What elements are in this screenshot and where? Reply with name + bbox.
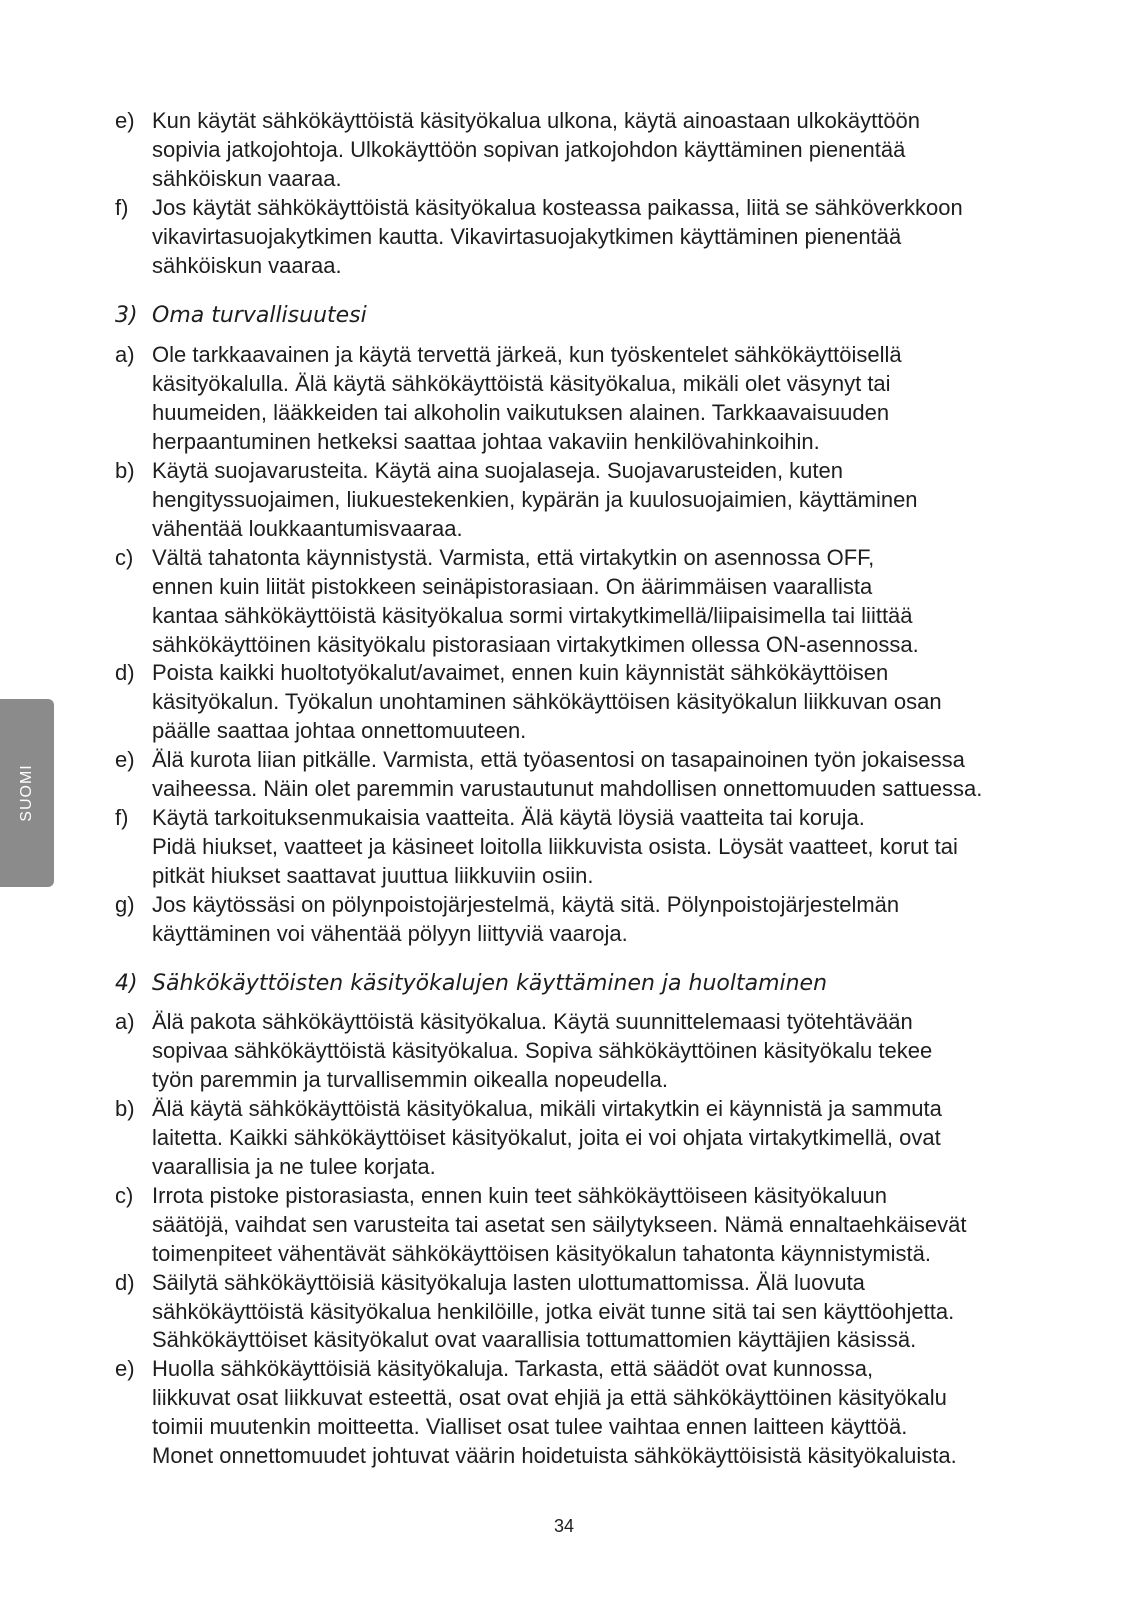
list-item-text <box>152 107 1030 194</box>
list-item-line: kantaa sähkökäyttöistä käsityökalua sormi virtakytkimellä/liipaisimella tai liittää <box>152 602 913 628</box>
list-item-text <box>152 341 1030 457</box>
list-item-line: päälle saattaa johtaa onnettomuuteen. <box>152 718 527 744</box>
section-3-heading <box>115 301 1030 331</box>
list-item-line: sopivaa sähkökäyttöistä käsityökalua. Sopiva sähkökäyttöinen käsityökalu tekee <box>152 1038 933 1064</box>
list-item-text <box>152 746 1030 804</box>
list-item-text <box>152 457 1030 544</box>
list-item-letter: c) <box>115 544 134 570</box>
list-item <box>115 804 1030 891</box>
list-item <box>115 1095 1030 1182</box>
list-item-line: huumeiden, lääkkeiden tai alkoholin vaikutuksen alainen. Tarkkaavaisuuden <box>152 400 890 426</box>
list-item-line: sähköiskun vaaraa. <box>152 252 342 278</box>
list-item-letter: f) <box>115 804 129 830</box>
list-item-letter: c) <box>115 1182 134 1208</box>
page-content <box>115 107 1030 1471</box>
list-item-letter: d) <box>115 660 135 686</box>
list-item-letter: a) <box>115 1009 135 1035</box>
list-item-text <box>152 1095 1030 1182</box>
list-item-line: laitetta. Kaikki sähkökäyttöiset käsityökalut, joita ei voi ohjata virtakytkimellä, ovat <box>152 1125 941 1151</box>
list-item-text <box>152 1269 1030 1356</box>
list-item-text <box>152 659 1030 746</box>
list-item <box>115 1269 1030 1356</box>
list-item-text <box>152 891 1030 949</box>
list-item-text <box>152 1182 1030 1269</box>
list-item-line: Jos käytössäsi on pölynpoistojärjestelmä, käytä sitä. Pölynpoistojärjestelmän <box>152 891 900 917</box>
list-item-line: Kun käytät sähkökäyttöistä käsityökalua ulkona, käytä ainoastaan ulkokäyttöön <box>152 108 921 133</box>
list-item-text <box>152 1008 1030 1095</box>
list-item-line: sähkökäyttöinen käsityökalu pistorasiaan virtakytkimen ollessa ON-asennossa. <box>152 631 919 657</box>
section-3-list <box>115 341 1030 948</box>
list-item-letter: e) <box>115 747 135 773</box>
list-item-text <box>152 804 1030 891</box>
section-3-number: 3) <box>115 303 138 329</box>
list-item-letter: b) <box>115 1096 135 1122</box>
section-4-heading <box>115 969 1030 999</box>
list-item-line: Monet onnettomuudet johtuvat väärin hoidetuista sähkökäyttöisistä käsityökaluista. <box>152 1443 957 1469</box>
list-item-text <box>152 1355 1030 1471</box>
list-item <box>115 1008 1030 1095</box>
list-item-line: Jos käytät sähkökäyttöistä käsityökalua kosteassa paikassa, liitä se sähköverkkoon <box>152 194 963 220</box>
list-item-line: sopivia jatkojohtoja. Ulkokäyttöön sopivan jatkojohdon käyttäminen pienentää <box>152 136 906 162</box>
list-item-line: Käytä tarkoituksenmukaisia vaatteita. Älä käytä löysiä vaatteita tai koruja. <box>152 804 865 830</box>
list-item-line: sähkökäyttöistä käsityökalua henkilöille, jotka eivät tunne sitä tai sen käyttöohjetta. <box>152 1298 955 1324</box>
section-4-title: Sähkökäyttöisten käsityökalujen käyttäminen ja huoltaminen <box>152 971 828 997</box>
list-item-line: Älä kurota liian pitkälle. Varmista, että työasentosi on tasapainoinen työn jokaisessa <box>152 747 965 773</box>
list-item-line: toimenpiteet vähentävät sähkökäyttöisen käsityökalun tahatonta käynnistymistä. <box>152 1240 932 1266</box>
list-item-line: Älä pakota sähkökäyttöistä käsityökalua. Käytä suunnittelemaasi työtehtävään <box>152 1009 913 1035</box>
list-item-line: käsityökalun. Työkalun unohtaminen sähkökäyttöisen käsityökalun liikkuvan osan <box>152 689 942 715</box>
list-item-line: säätöjä, vaihdat sen varusteita tai asetat sen säilytykseen. Nämä ennaltaehkäisevät <box>152 1211 967 1237</box>
list-item-letter: b) <box>115 458 135 484</box>
list-item-line: vähentää loukkaantumisvaaraa. <box>152 515 463 541</box>
list-item-line: käsityökalulla. Älä käytä sähkökäyttöistä käsityökalua, mikäli olet väsynyt tai <box>152 371 891 397</box>
list-item-line: Säilytä sähkökäyttöisiä käsityökaluja lasten ulottumattomissa. Älä luovuta <box>152 1269 865 1295</box>
list-item-line: käyttäminen voi vähentää pölyyn liittyviä vaaroja. <box>152 920 628 946</box>
list-item-letter: d) <box>115 1269 135 1295</box>
list-item-text <box>152 544 1030 660</box>
list-item-line: Sähkökäyttöiset käsityökalut ovat vaarallisia tottumattomien käyttäjien käsissä. <box>152 1327 917 1353</box>
section-4-number: 4) <box>115 971 138 997</box>
list-item <box>115 544 1030 660</box>
list-item-line: hengityssuojaimen, liukuestekenkien, kypärän ja kuulosuojaimien, käyttäminen <box>152 486 918 512</box>
list-item <box>115 194 1030 281</box>
list-item-line: liikkuvat osat liikkuvat esteettä, osat ovat ehjiä ja että sähkökäyttöinen käsityökalu <box>152 1385 947 1411</box>
language-tab-label: SUOMI <box>18 764 35 822</box>
list-item-line: sähköiskun vaaraa. <box>152 165 342 191</box>
list-item-letter: e) <box>115 108 135 133</box>
list-item-line: toimii muutenkin moitteetta. Vialliset osat tulee vaihtaa ennen laitteen käyttöä. <box>152 1414 908 1440</box>
section-4-list <box>115 1008 1030 1471</box>
list-item-line: Irrota pistoke pistorasiasta, ennen kuin teet sähkökäyttöiseen käsityökaluun <box>152 1182 887 1208</box>
list-item-letter: a) <box>115 342 135 368</box>
list-item-letter: g) <box>115 891 135 917</box>
list-item <box>115 659 1030 746</box>
list-item-line: herpaantuminen hetkeksi saattaa johtaa vakaviin henkilövahinkoihin. <box>152 429 820 455</box>
list-item-line: Käytä suojavarusteita. Käytä aina suojalaseja. Suojavarusteiden, kuten <box>152 458 843 484</box>
list-item-line: Älä käytä sähkökäyttöistä käsityökalua, mikäli virtakytkin ei käynnistä ja sammuta <box>152 1096 942 1122</box>
list-item-line: Huolla sähkökäyttöisiä käsityökaluja. Tarkasta, että säädöt ovat kunnossa, <box>152 1356 874 1382</box>
list-item <box>115 1355 1030 1471</box>
list-item <box>115 341 1030 457</box>
intro-list <box>115 107 1030 280</box>
section-3-title: Oma turvallisuutesi <box>152 303 367 329</box>
list-item <box>115 746 1030 804</box>
list-item-letter: f) <box>115 194 129 220</box>
list-item <box>115 107 1030 194</box>
page-number: 34 <box>553 1516 575 1536</box>
list-item <box>115 1182 1030 1269</box>
list-item-line: Ole tarkkaavainen ja käytä tervettä järkeä, kun työskentelet sähkökäyttöisellä <box>152 342 902 368</box>
list-item-text <box>152 194 1030 281</box>
list-item-line: pitkät hiukset saattavat juuttua liikkuviin osiin. <box>152 862 594 888</box>
list-item-line: Poista kaikki huoltotyökalut/avaimet, ennen kuin käynnistät sähkökäyttöisen <box>152 660 889 686</box>
list-item-line: Vältä tahatonta käynnistystä. Varmista, että virtakytkin on asennossa OFF, <box>152 544 875 570</box>
list-item <box>115 457 1030 544</box>
list-item <box>115 891 1030 949</box>
list-item-line: työn paremmin ja turvallisemmin oikealla nopeudella. <box>152 1067 669 1093</box>
list-item-line: Pidä hiukset, vaatteet ja käsineet loitolla liikkuvista osista. Löysät vaatteet, korut tai <box>152 833 958 859</box>
list-item-line: vaarallisia ja ne tulee korjata. <box>152 1154 436 1179</box>
list-item-line: ennen kuin liität pistokkeen seinäpistorasiaan. On äärimmäisen vaarallista <box>152 573 873 599</box>
list-item-line: vikavirtasuojakytkimen kautta. Vikavirtasuojakytkimen käyttäminen pienentää <box>152 223 902 249</box>
list-item-letter: e) <box>115 1356 135 1382</box>
list-item-line: vaiheessa. Näin olet paremmin varustautunut mahdollisen onnettomuuden sattuessa. <box>152 776 983 802</box>
language-side-tab <box>0 699 54 887</box>
